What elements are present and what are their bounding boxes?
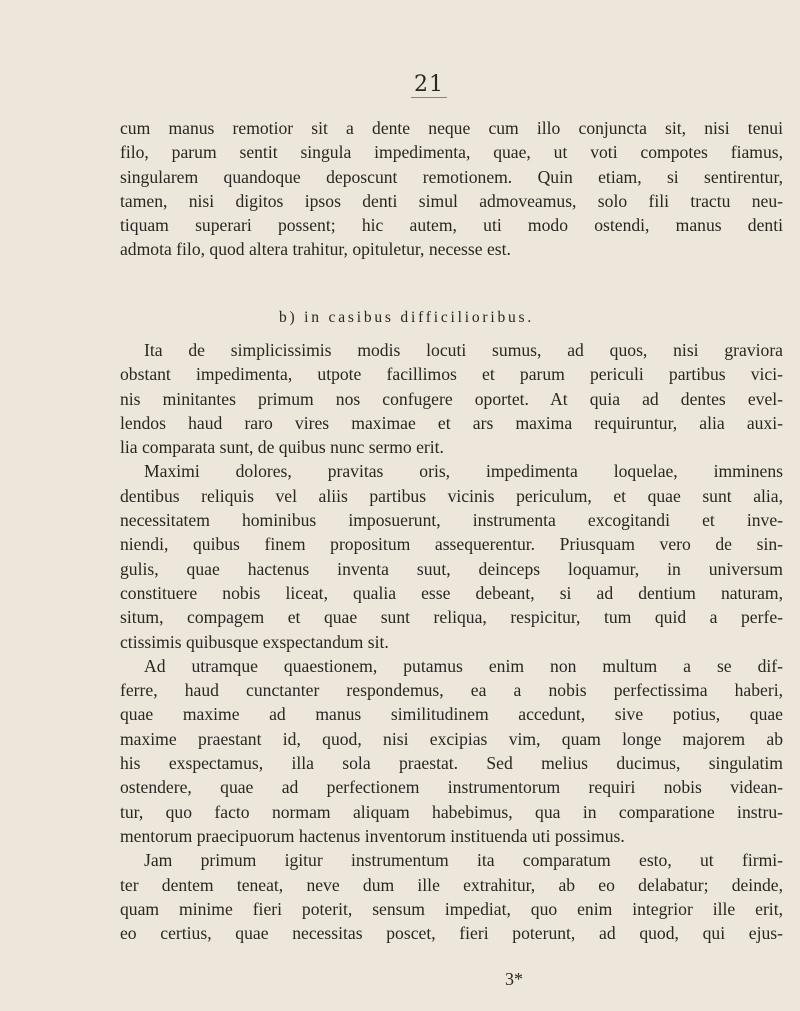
text-line: obstant impedimenta, utpote facillimos et parum periculi partibus vici-: [120, 364, 783, 385]
page-number: 21: [411, 73, 447, 98]
text-line: situm, compagem et quae sunt reliqua, respicitur, tum quid a perfe-: [120, 607, 783, 628]
text-line: ostendere, quae ad perfectionem instrumentorum requiri nobis videan-: [120, 777, 783, 798]
section-b-body: [120, 338, 783, 945]
text-line: Jam primum igitur instrumentum ita comparatum esto, ut firmi-: [144, 850, 783, 871]
section-heading: b) in casibus difficilioribus.: [279, 309, 535, 326]
text-line: tur, quo facto normam aliquam habebimus, qua in comparatione instru-: [120, 801, 783, 822]
text-line: Ita de simplicissimis modis locuti sumus, ad quos, nisi graviora: [144, 340, 783, 360]
signature-mark: 3*: [505, 969, 523, 989]
text-line: singularem quandoque deposcunt remotionem. Quin etiam, si sentirentur,: [120, 166, 783, 187]
text-line: tiquam superari possent; hic autem, uti modo ostendi, manus denti: [120, 215, 783, 236]
text-line: ter dentem teneat, neve dum ille extrahitur, ab eo delabatur; deinde,: [120, 874, 783, 895]
text-line: dentibus reliquis vel aliis partibus vicinis periculum, et quae sunt alia,: [120, 485, 783, 506]
text-line: nis minitantes primum nos confugere oportet. At quia ad dentes evel-: [120, 388, 783, 409]
text-line: mentorum praecipuorum hactenus inventorum instituenda uti possimus.: [120, 825, 625, 846]
text-line: necessitatem hominibus imposuerunt, instrumenta excogitandi et inve-: [120, 510, 783, 531]
text-line: lia comparata sunt, de quibus nunc sermo erit.: [120, 437, 444, 458]
text-line: tamen, nisi digitos ipsos denti simul admoveamus, solo fili tractu neu-: [120, 190, 783, 211]
text-line: ferre, haud cunctanter respondemus, ea a nobis perfectissima haberi,: [120, 680, 783, 701]
text-line: gulis, quae hactenus inventa suut, deinceps loquamur, in universum: [120, 558, 783, 579]
text-line: filo, parum sentit singula impedimenta, quae, ut voti compotes fiamus,: [120, 142, 783, 163]
text-line: constituere nobis liceat, qualia esse debeant, si ad dentium naturam,: [120, 582, 783, 603]
paragraph-instrumentum: [120, 848, 783, 945]
text-line: quae maxime ad manus similitudinem accedunt, sive potius, quae: [120, 704, 783, 725]
text-line: Ad utramque quaestionem, putamus enim non multum a se dif-: [144, 655, 783, 676]
text-line: ctissimis quibusque exspectandum sit.: [120, 631, 389, 652]
text-line: lendos haud raro vires maximae et ars maxima requiruntur, alia auxi-: [120, 412, 783, 433]
paragraph-intro: [120, 338, 783, 459]
paragraph-quaestionem: [120, 654, 783, 848]
text-line: cum manus remotior sit a dente neque cum illo conjuncta sit, nisi tenui: [120, 118, 783, 138]
paragraph-dolores: [120, 459, 783, 653]
text-line: niendi, quibus finem propositum assequerentur. Priusquam vero de sin-: [120, 534, 783, 555]
text-line: quam minime fieri poterit, sensum impediat, quo enim integrior ille erit,: [120, 898, 783, 919]
text-line: Maximi dolores, pravitas oris, impedimenta loquelae, imminens: [144, 461, 783, 482]
text-line: admota filo, quod altera trahitur, opituletur, necesse est.: [120, 239, 511, 260]
text-line: his exspectamus, illa sola praestat. Sed melius ducimus, singulatim: [120, 753, 783, 774]
text-line: eo certius, quae necessitas poscet, fieri poterunt, ad quod, qui ejus-: [120, 923, 783, 944]
paragraph-continuation: [120, 116, 783, 262]
text-line: maxime praestant id, quod, nisi excipias vim, quam longe majorem ab: [120, 728, 783, 749]
